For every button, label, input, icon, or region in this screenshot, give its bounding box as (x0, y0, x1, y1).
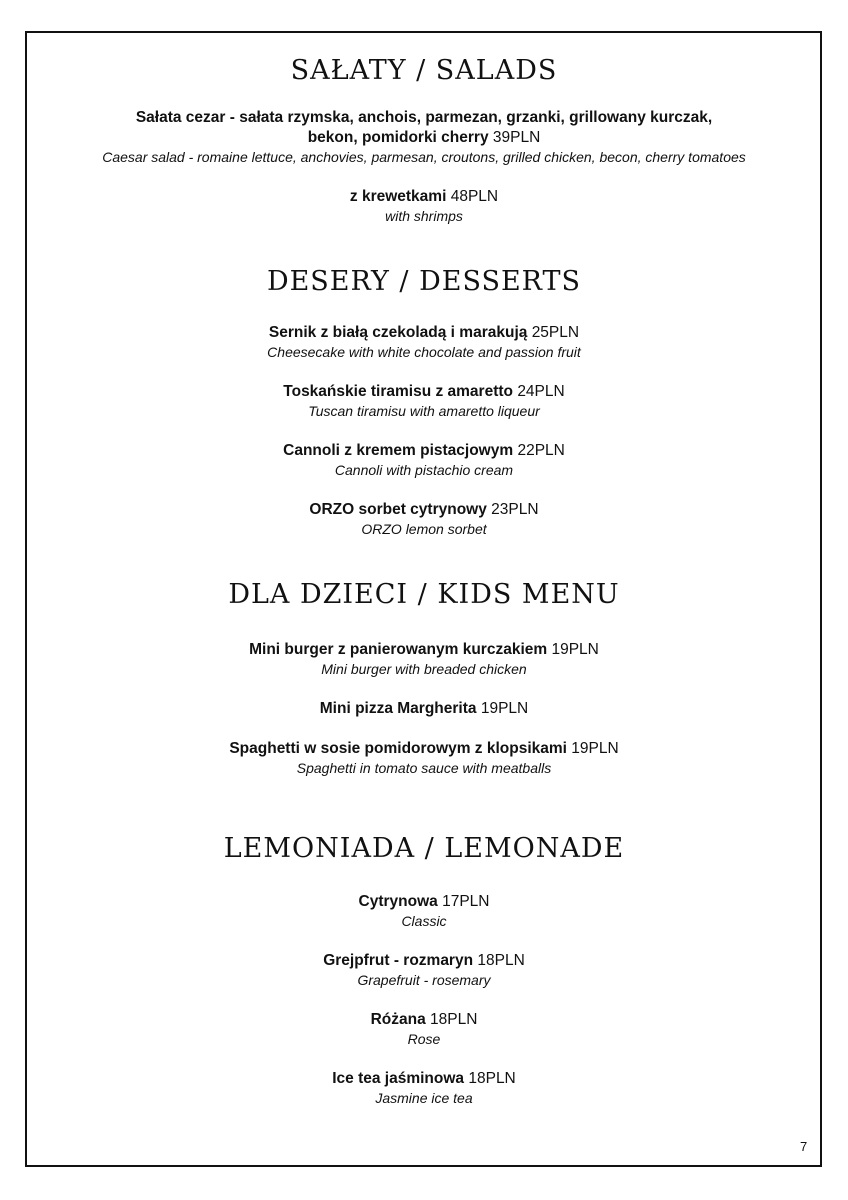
page-number: 7 (800, 1139, 808, 1154)
menu-item-cytrynowa (0, 892, 848, 931)
menu-item-spaghetti (0, 739, 848, 778)
section-title-salads: SAŁATY / SALADS (290, 55, 558, 86)
item-translation: Rose (407, 1031, 441, 1047)
menu-item-rozana (0, 1010, 848, 1049)
item-name: Cytrynowa (358, 893, 438, 910)
item-price: 22PLN (517, 442, 565, 459)
section-title-kids: DLA DZIECI / KIDS MENU (228, 579, 620, 610)
section-title-desserts: DESERY / DESSERTS (266, 266, 582, 297)
item-name: Mini burger z panierowanym kurczakiem (249, 641, 548, 658)
menu-item-mini-pizza (0, 699, 848, 719)
menu-item-cheesecake (0, 323, 848, 362)
item-translation: Jasmine ice tea (375, 1090, 473, 1106)
menu-item-cannoli (0, 441, 848, 480)
item-name: Sernik z białą czekoladą i marakują (268, 324, 528, 341)
item-price: 48PLN (450, 188, 499, 205)
item-name: ORZO sorbet cytrynowy (309, 501, 487, 518)
item-name: Różana (370, 1011, 426, 1028)
item-name: Sałata cezar - sałata rzymska, anchois, parmezan, grzanki, grillowany kurczak, (135, 109, 713, 126)
menu-item-tiramisu (0, 382, 848, 421)
item-price: 19PLN (551, 641, 599, 658)
menu-item-ice-tea (0, 1069, 848, 1108)
menu-item-caesar-salad (0, 108, 848, 167)
item-translation: Grapefruit - rosemary (357, 972, 491, 988)
item-name: Toskańskie tiramisu z amaretto (283, 383, 513, 400)
menu-item-mini-burger (0, 640, 848, 679)
item-price: 19PLN (480, 700, 529, 717)
menu-item-orzo-sorbet (0, 500, 848, 539)
section-title-lemonade: LEMONIADA / LEMONADE (223, 833, 625, 864)
item-translation: with shrimps (385, 208, 463, 224)
item-name: Ice tea jaśminowa (332, 1070, 465, 1087)
item-name: z krewetkami (349, 188, 447, 205)
item-translation: Cannoli with pistachio cream (334, 462, 514, 478)
item-price: 39PLN (492, 129, 541, 146)
item-name-line2: bekon, pomidorki cherry (307, 129, 489, 146)
item-translation: Classic (401, 913, 447, 929)
item-price: 24PLN (517, 383, 565, 400)
item-translation: Spaghetti in tomato sauce with meatballs (296, 760, 552, 776)
item-price: 23PLN (491, 501, 539, 518)
item-price: 18PLN (430, 1011, 478, 1028)
item-name: Mini pizza Margherita (319, 700, 477, 717)
item-name: Spaghetti w sosie pomidorowym z klopsikami (229, 740, 567, 757)
menu-item-with-shrimps (0, 187, 848, 226)
item-price: 17PLN (442, 893, 490, 910)
item-translation: Cheesecake with white chocolate and passion fruit (267, 344, 581, 360)
item-translation: Mini burger with breaded chicken (321, 661, 527, 677)
item-translation: ORZO lemon sorbet (361, 521, 487, 537)
item-price: 18PLN (477, 952, 525, 969)
menu-item-grejpfrut (0, 951, 848, 990)
item-name: Grejpfrut - rozmaryn (323, 952, 474, 969)
item-translation: Tuscan tiramisu with amaretto liqueur (308, 403, 540, 419)
item-price: 18PLN (468, 1070, 516, 1087)
item-name: Cannoli z kremem pistacjowym (283, 442, 514, 459)
item-price: 25PLN (531, 324, 580, 341)
item-price: 19PLN (571, 740, 619, 757)
item-translation: Caesar salad - romaine lettuce, anchovies, parmesan, croutons, grilled chicken, becon, cherry tomatoes (102, 149, 746, 165)
